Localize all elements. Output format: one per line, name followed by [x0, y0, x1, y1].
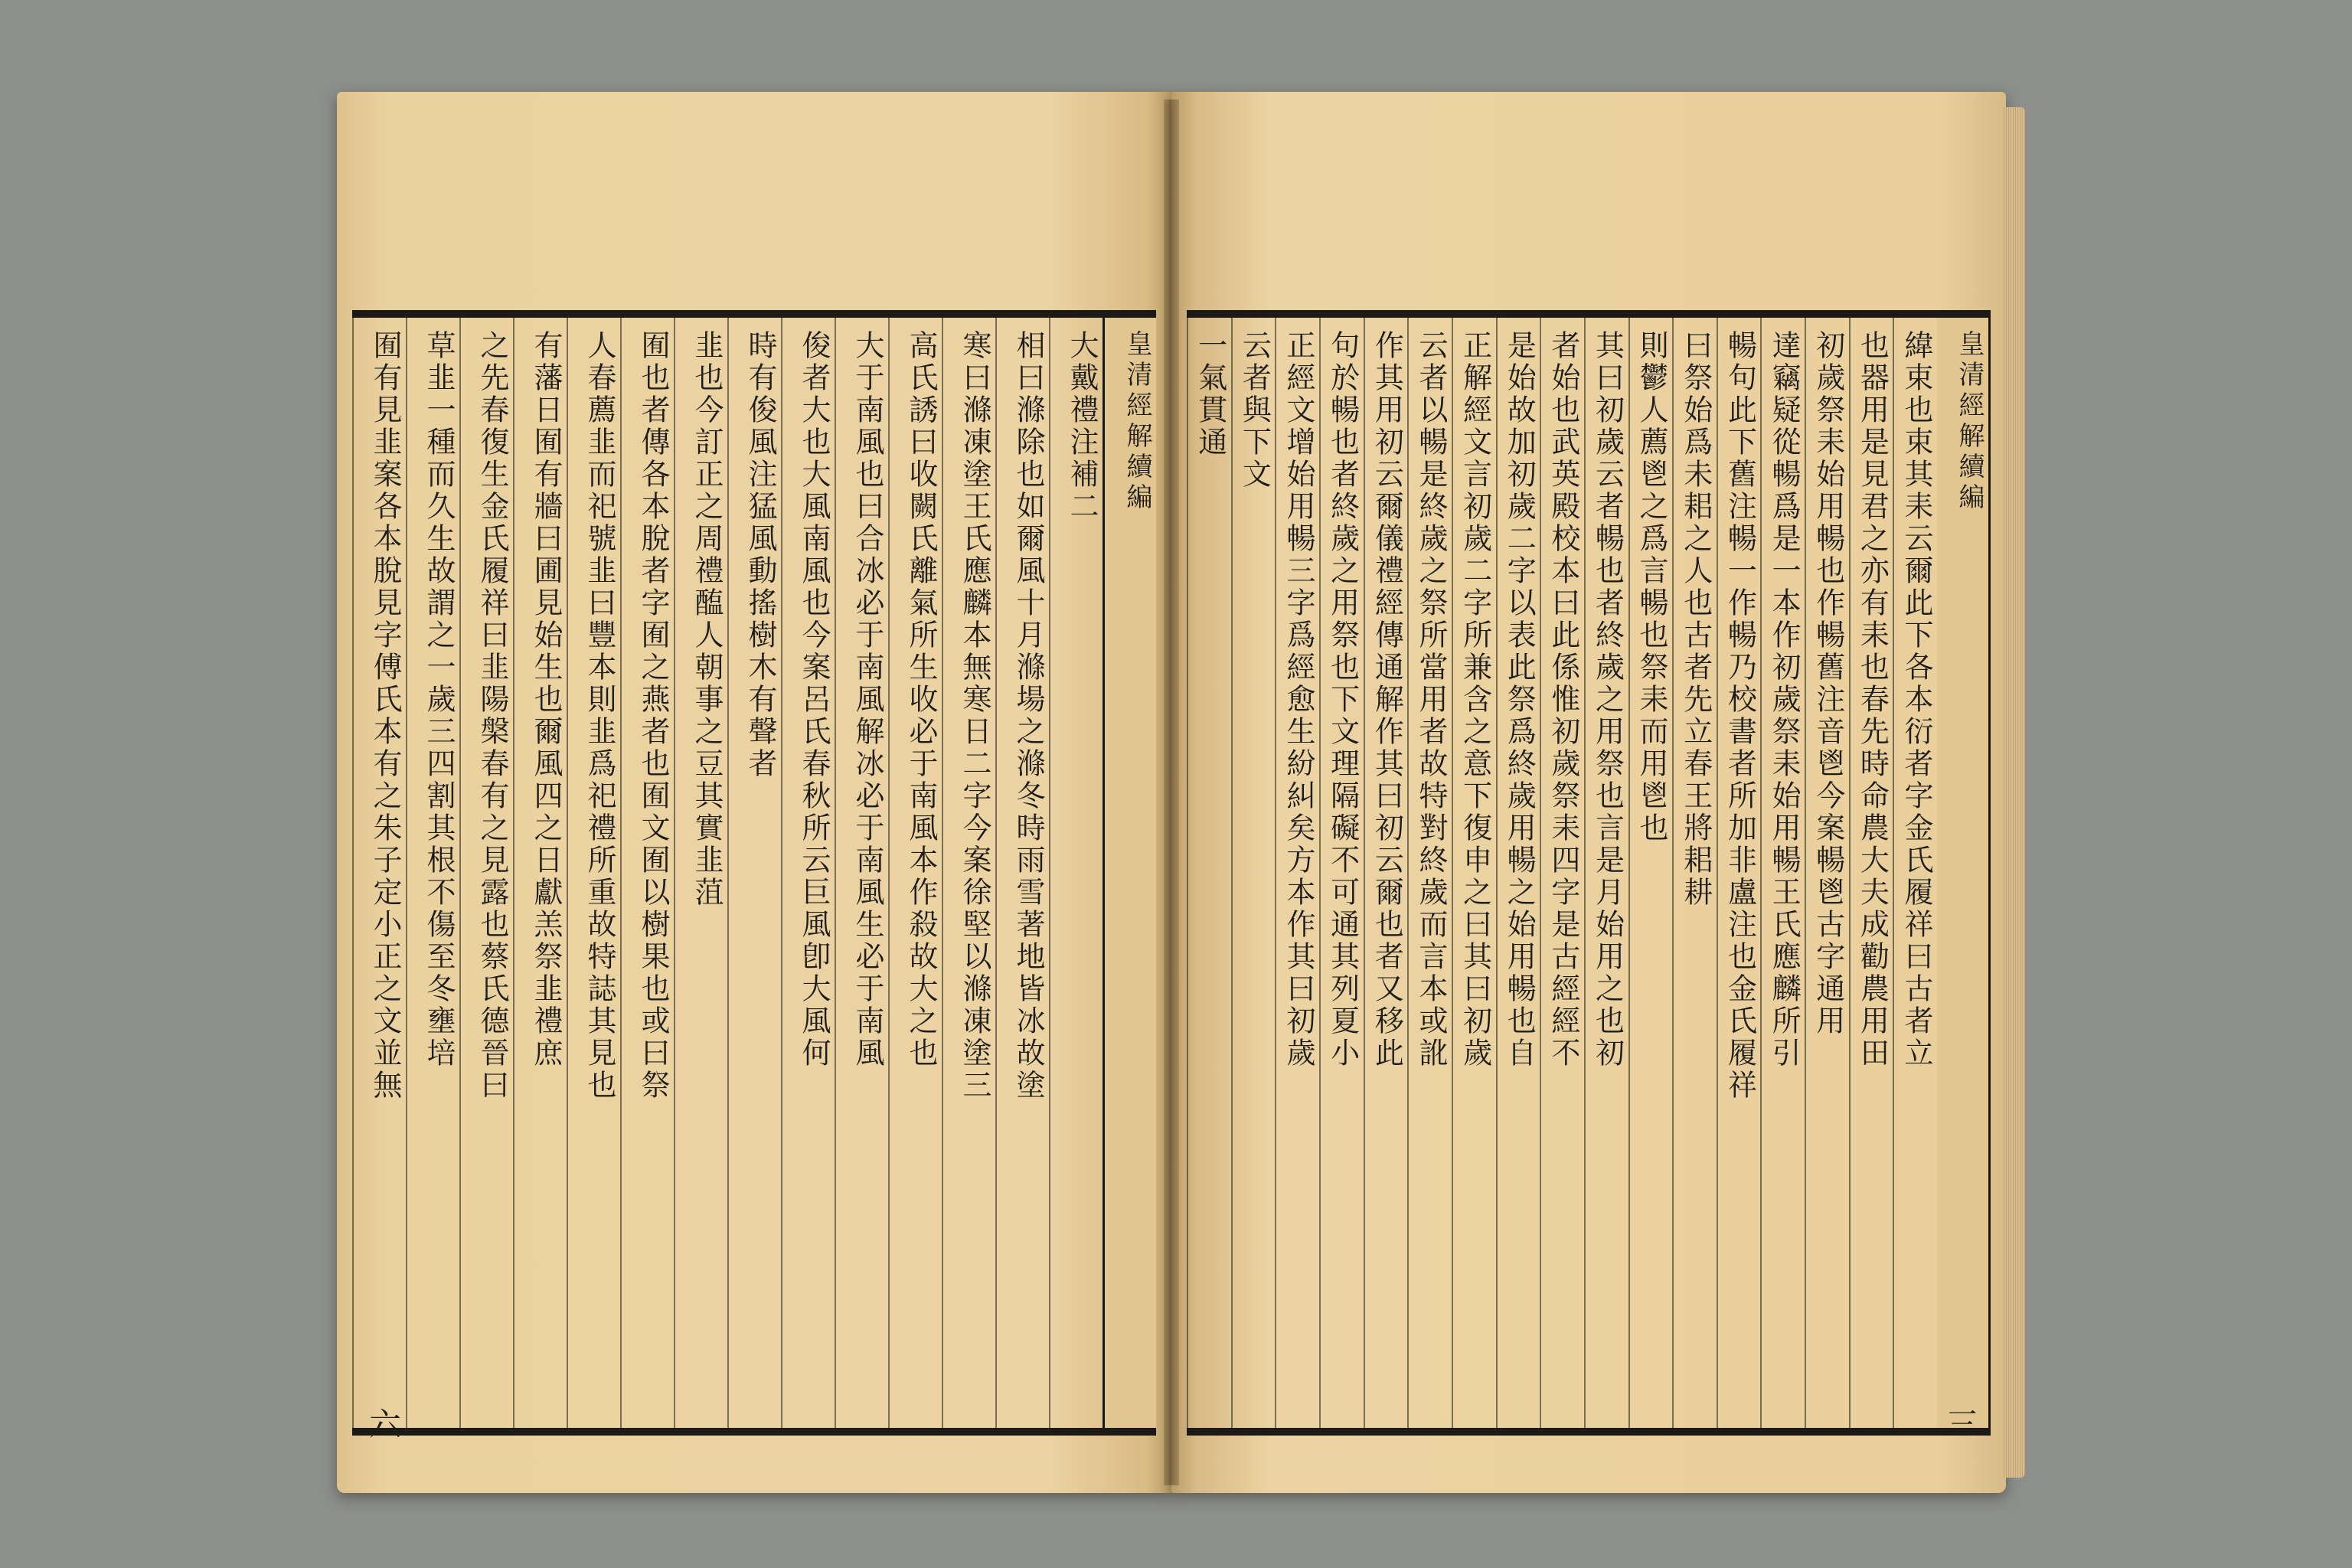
left-page-number: 六 — [364, 1407, 402, 1439]
text-column: 句於暢也者終歲之用祭也下文理隔礙不可通其列夏小 — [1319, 318, 1364, 1428]
text-column: 高氏誘曰收闕氏離氣所生收必于南風本作殺故大之也 — [888, 318, 942, 1428]
text-column: 大于南風也曰合冰必于南風解冰必于南風生必于南風 — [835, 318, 888, 1428]
text-column: 有藩日囿有牆曰圃見始生也爾風四之日獻羔祭韭禮庶 — [513, 318, 567, 1428]
text-column: 也器用是見君之亦有耒也春先時命農大夫成勸農用田 — [1849, 318, 1893, 1428]
page-edges — [2002, 107, 2025, 1478]
right-page-number: 三 — [1942, 1407, 1979, 1439]
book-gutter — [1164, 100, 1179, 1485]
text-column: 曰祭始爲未耜之人也古者先立春王將耜耕 — [1672, 318, 1717, 1428]
text-column: 草韭一種而久生故謂之一歲三四割其根不傷至冬壅培 — [406, 318, 459, 1428]
text-column: 之先春復生金氏履祥曰韭陽槃春有之見露也蔡氏德晉曰 — [459, 318, 513, 1428]
text-column: 囿有見韭案各本脫見字傅氏本有之朱子定小正之文並無 — [352, 318, 406, 1428]
text-column: 韭也今訂正之周禮醢人朝事之豆其實韭菹 — [674, 318, 727, 1428]
text-column: 正經文增始用暢三字爲經愈生紛糾矣方本作其曰初歲 — [1275, 318, 1319, 1428]
text-column: 作其用初云爾儀禮經傳通解作其曰初云爾也者又移此 — [1364, 318, 1408, 1428]
right-page — [1171, 92, 2006, 1493]
text-column: 人春薦韭而祀號韭曰豐本則韭爲祀禮所重故特誌其見也 — [567, 318, 620, 1428]
left-page — [337, 92, 1171, 1493]
text-column: 相曰滌除也如爾風十月滌場之滌冬時雨雪著地皆冰故塗 — [995, 318, 1049, 1428]
right-banxin-title: 皇清經解續編 — [1937, 318, 1991, 1428]
text-column: 俊者大也大風南風也今案呂氏春秋所云巨風卽大風何 — [781, 318, 835, 1428]
text-column: 其曰初歲云者暢也者終歲之用祭也言是月始用之也初 — [1584, 318, 1628, 1428]
text-column: 初歲祭耒始用暢也作暢舊注音鬯今案暢鬯古字通用 — [1805, 318, 1849, 1428]
text-column: 暢句此下舊注暢一作暢乃校書者所加非盧注也金氏履祥 — [1717, 318, 1761, 1428]
left-page-columns — [352, 318, 1156, 1428]
text-column: 一氣貫通 — [1187, 318, 1231, 1428]
text-column: 時有俊風注猛風動搖樹木有聲者 — [727, 318, 781, 1428]
left-page-frame — [352, 310, 1156, 1436]
text-column: 云者以暢是終歲之祭所當用者故特對終歲而言本或訛 — [1407, 318, 1452, 1428]
open-book — [337, 92, 2006, 1493]
text-column: 云者與下文 — [1231, 318, 1276, 1428]
text-column: 緯束也束其耒云爾此下各本衍者字金氏履祥曰古者立 — [1893, 318, 1937, 1428]
right-page-frame — [1187, 310, 1991, 1436]
text-column: 者始也武英殿校本曰此係惟初歲祭耒四字是古經經不 — [1540, 318, 1584, 1428]
text-column: 是始故加初歲二字以表此祭爲終歲用暢之始用暢也自 — [1496, 318, 1540, 1428]
text-column: 大戴禮注補二 — [1049, 318, 1102, 1428]
right-page-columns — [1187, 318, 1991, 1428]
left-banxin-title: 皇清經解續編 — [1102, 318, 1156, 1428]
text-column: 寒曰滌凍塗王氏應麟本無寒日二字今案徐堅以滌凍塗三 — [942, 318, 995, 1428]
text-column: 正解經文言初歲二字所兼含之意下復申之曰其曰初歲 — [1452, 318, 1496, 1428]
text-column: 則鬱人薦鬯之爲言暢也祭耒而用鬯也 — [1628, 318, 1673, 1428]
text-column: 達竊疑從暢爲是一本作初歲祭耒始用暢王氏應麟所引 — [1760, 318, 1805, 1428]
text-column: 囿也者傳各本脫者字囿之燕者也囿文囿以樹果也或曰祭 — [620, 318, 674, 1428]
